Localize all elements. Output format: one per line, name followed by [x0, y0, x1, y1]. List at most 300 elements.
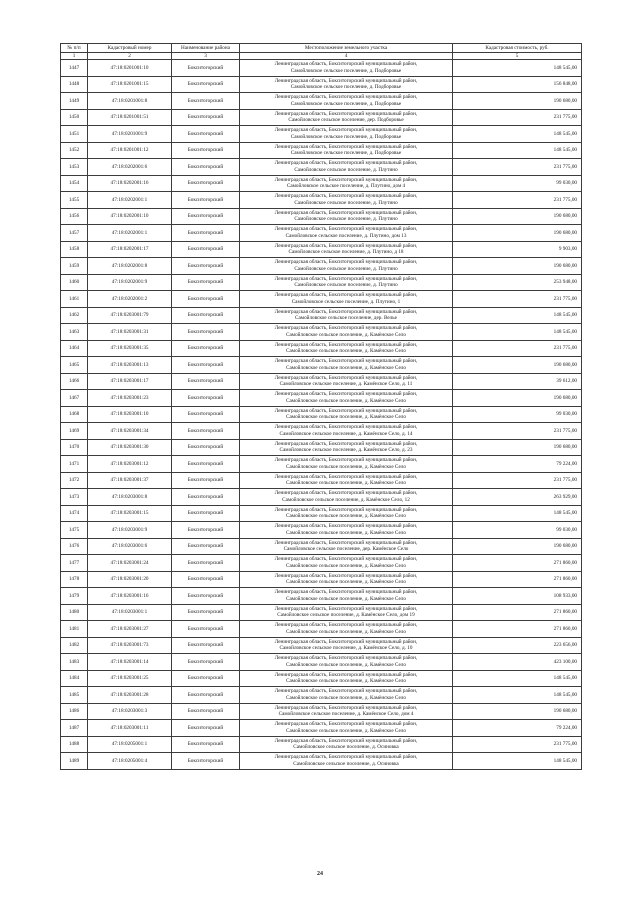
row-number: 1483 — [61, 654, 88, 671]
cadastral-value: 231 775,00 — [453, 192, 582, 209]
location-line-settlement: Самойловское сельское поселение, д. Камёнское Село, д. 14 — [279, 430, 413, 437]
district-name: Бокситогорский — [172, 753, 240, 770]
row-number: 1481 — [61, 621, 88, 638]
cadastral-number: 47:18:0203001:13 — [88, 357, 172, 374]
cadastral-number: 47:18:0203001:73 — [88, 637, 172, 654]
location-line-region: Ленинградская область, Бокситогорский муниципальный район, — [274, 671, 418, 678]
location-line-settlement: Самойловское сельское поселение, д. Камёнское Село, 12 — [282, 496, 410, 503]
location-line-region: Ленинградская область, Бокситогорский муниципальный район, — [274, 391, 418, 398]
location-line-settlement: Самойловское сельское поселение, д. Плутино, 1 — [291, 298, 401, 305]
location-line-settlement: Самойловское сельское поселение, д. Плутино, д 18 — [288, 249, 404, 256]
location-line-region: Ленинградская область, Бокситогорский муниципальный район, — [274, 655, 418, 662]
district-name: Бокситогорский — [172, 423, 240, 440]
location — [240, 555, 453, 572]
district-name: Бокситогорский — [172, 225, 240, 242]
location-line-settlement: Самойловское сельское поселение, д. Камёнское Село, дом 19 — [277, 612, 415, 619]
location-line-settlement: Самойловское сельское поселение, д. Камёнское Село, д. 23 — [279, 447, 413, 454]
table-row — [61, 703, 582, 720]
row-number: 1449 — [61, 93, 88, 110]
location-line-settlement: Самойловское сельское поселение, д. Камёнское Село — [286, 562, 406, 569]
row-number: 1466 — [61, 373, 88, 390]
cadastral-value: 190 680,00 — [453, 357, 582, 374]
district-name: Бокситогорский — [172, 571, 240, 588]
table-row — [61, 472, 582, 489]
table-row — [61, 291, 582, 308]
location-line-region: Ленинградская область, Бокситогорский муниципальный район, — [274, 308, 418, 315]
table-row — [61, 241, 582, 258]
district-name: Бокситогорский — [172, 703, 240, 720]
location-line-settlement: Самойловское сельское поселение, д. Подборовье — [290, 133, 402, 140]
district-name: Бокситогорский — [172, 93, 240, 110]
location — [240, 604, 453, 621]
cadastral-value: 148 545,00 — [453, 307, 582, 324]
table-row — [61, 126, 582, 143]
district-name: Бокситогорский — [172, 373, 240, 390]
location-line-region: Ленинградская область, Бокситогорский муниципальный район, — [274, 473, 418, 480]
location-line-settlement: Самойловское сельское поселение, д. Осиновка — [293, 744, 399, 751]
cadastral-value: 148 545,00 — [453, 126, 582, 143]
table-row — [61, 159, 582, 176]
district-name: Бокситогорский — [172, 538, 240, 555]
location — [240, 373, 453, 390]
cadastral-value: 263 929,00 — [453, 489, 582, 506]
table-row — [61, 687, 582, 704]
cadastral-value: 156 848,00 — [453, 76, 582, 93]
location — [240, 522, 453, 539]
district-name: Бокситогорский — [172, 439, 240, 456]
table-row — [61, 258, 582, 275]
district-name: Бокситогорский — [172, 654, 240, 671]
location-line-region: Ленинградская область, Бокситогорский муниципальный район, — [274, 622, 418, 629]
location-line-settlement: Самойловское сельское поселение, д. Камёнское Село — [286, 364, 406, 371]
cadastral-value: 253 948,00 — [453, 274, 582, 291]
location-line-settlement: Самойловское сельское поселение, д. Камёнское Село — [286, 628, 406, 635]
cadastral-number: 47:18:0201001:9 — [88, 126, 172, 143]
table-row — [61, 736, 582, 753]
location-line-settlement: Самойловское сельское поселение, д. Камёнское Село — [286, 727, 406, 734]
cadastral-value: 148 545,00 — [453, 324, 582, 341]
cadastral-number: 47:18:0203001:8 — [88, 489, 172, 506]
location-line-settlement: Самойловское сельское поселение, д. Камёнское Село — [286, 331, 406, 338]
row-number: 1464 — [61, 340, 88, 357]
cadastral-value: 148 545,00 — [453, 670, 582, 687]
row-number: 1475 — [61, 522, 88, 539]
cadastral-number: 47:18:0203001:20 — [88, 571, 172, 588]
cadastral-number: 47:18:0202001:1 — [88, 225, 172, 242]
row-number: 1447 — [61, 60, 88, 77]
row-number: 1473 — [61, 489, 88, 506]
row-number: 1461 — [61, 291, 88, 308]
location — [240, 357, 453, 374]
cadastral-number: 47:18:0202001:10 — [88, 208, 172, 225]
cadastral-number: 47:18:0203001:23 — [88, 390, 172, 407]
location-line-settlement: Самойловское сельское поселение, д. Камёнское Село, д. 10 — [279, 645, 413, 652]
table-row — [61, 208, 582, 225]
row-number: 1476 — [61, 538, 88, 555]
cadastral-number: 47:18:0203001:16 — [88, 588, 172, 605]
cadastral-number: 47:18:0202001:9 — [88, 274, 172, 291]
location-line-region: Ленинградская область, Бокситогорский муниципальный район, — [274, 77, 418, 84]
cadastral-value: 231 775,00 — [453, 736, 582, 753]
table-row — [61, 753, 582, 770]
row-number: 1459 — [61, 258, 88, 275]
cadastral-value: 148 545,00 — [453, 505, 582, 522]
cadastral-value: 190 680,00 — [453, 225, 582, 242]
row-number: 1471 — [61, 456, 88, 473]
row-number: 1487 — [61, 720, 88, 737]
table-row — [61, 109, 582, 126]
district-name: Бокситогорский — [172, 258, 240, 275]
table-row — [61, 456, 582, 473]
location-line-settlement: Самойловское сельское поселение, д. Подборовье — [290, 150, 402, 157]
location — [240, 621, 453, 638]
location-line-settlement: Самойловское сельское поселение, д. Камёнское Село — [286, 661, 406, 668]
table-row — [61, 604, 582, 621]
row-number: 1489 — [61, 753, 88, 770]
cadastral-value: 99 030,00 — [453, 406, 582, 423]
location-line-region: Ленинградская область, Бокситогорский муниципальный район, — [274, 94, 418, 101]
column-number: 2 — [88, 53, 172, 60]
cadastral-number: 47:18:0203001:14 — [88, 654, 172, 671]
location — [240, 670, 453, 687]
location — [240, 489, 453, 506]
cadastral-value: 190 680,00 — [453, 538, 582, 555]
row-number: 1458 — [61, 241, 88, 258]
table-row — [61, 76, 582, 93]
location-line-region: Ленинградская область, Бокситогорский муниципальный район, — [274, 292, 418, 299]
cadastral-value: 223 656,00 — [453, 637, 582, 654]
cadastral-value: 231 775,00 — [453, 423, 582, 440]
location — [240, 687, 453, 704]
district-name: Бокситогорский — [172, 588, 240, 605]
location — [240, 571, 453, 588]
district-name: Бокситогорский — [172, 456, 240, 473]
district-name: Бокситогорский — [172, 555, 240, 572]
district-name: Бокситогорский — [172, 208, 240, 225]
district-name: Бокситогорский — [172, 390, 240, 407]
district-name: Бокситогорский — [172, 76, 240, 93]
cadastral-number: 47:18:0202001:2 — [88, 291, 172, 308]
location-line-region: Ленинградская область, Бокситогорский муниципальный район, — [274, 193, 418, 200]
document-page — [60, 43, 581, 770]
location-line-settlement: Самойловское сельское поселение, д. Осиновка — [293, 760, 399, 767]
location-line-region: Ленинградская область, Бокситогорский муниципальный район, — [274, 143, 418, 150]
district-name: Бокситогорский — [172, 406, 240, 423]
page-number: 24 — [317, 871, 323, 877]
district-name: Бокситогорский — [172, 505, 240, 522]
location — [240, 423, 453, 440]
column-number: 1 — [61, 53, 88, 60]
location — [240, 736, 453, 753]
cadastral-value: 108 933,00 — [453, 588, 582, 605]
location-line-region: Ленинградская область, Бокситогорский муниципальный район, — [274, 457, 418, 464]
location — [240, 472, 453, 489]
location-line-region: Ленинградская область, Бокситогорский муниципальный район, — [274, 506, 418, 513]
header-location: Местоположение земельного участка — [240, 44, 453, 53]
district-name: Бокситогорский — [172, 159, 240, 176]
district-name: Бокситогорский — [172, 126, 240, 143]
row-number: 1469 — [61, 423, 88, 440]
column-number: 4 — [240, 53, 453, 60]
location-line-region: Ленинградская область, Бокситогорский муниципальный район, — [274, 539, 418, 546]
cadastral-number: 47:18:0203001:30 — [88, 439, 172, 456]
location-line-settlement: Самойловское сельское поселение, д. Камёнское Село — [286, 513, 406, 520]
location — [240, 439, 453, 456]
location — [240, 142, 453, 159]
location-line-region: Ленинградская область, Бокситогорский муниципальный район, — [274, 572, 418, 579]
table-row — [61, 555, 582, 572]
location-line-settlement: Самойловское сельское поселение, д. Камёнское Село — [286, 595, 406, 602]
cadastral-number: 47:18:0203001:37 — [88, 472, 172, 489]
district-name: Бокситогорский — [172, 274, 240, 291]
cadastral-number: 47:18:0203001:35 — [88, 340, 172, 357]
location-line-settlement: Самойловское сельское поселение, д. Плутино — [294, 282, 398, 289]
cadastral-table — [60, 43, 582, 770]
cadastral-number: 47:18:0202001:16 — [88, 175, 172, 192]
location — [240, 340, 453, 357]
location — [240, 291, 453, 308]
cadastral-number: 47:18:0202001:8 — [88, 258, 172, 275]
column-number: 5 — [453, 53, 582, 60]
cadastral-value: 99 030,00 — [453, 175, 582, 192]
district-name: Бокситогорский — [172, 736, 240, 753]
row-number: 1480 — [61, 604, 88, 621]
row-number: 1484 — [61, 670, 88, 687]
location-line-region: Ленинградская область, Бокситогорский муниципальный район, — [274, 589, 418, 596]
district-name: Бокситогорский — [172, 175, 240, 192]
cadastral-value: 190 680,00 — [453, 93, 582, 110]
district-name: Бокситогорский — [172, 670, 240, 687]
row-number: 1488 — [61, 736, 88, 753]
location — [240, 274, 453, 291]
location-line-region: Ленинградская область, Бокситогорский муниципальный район, — [274, 721, 418, 728]
row-number: 1474 — [61, 505, 88, 522]
row-number: 1463 — [61, 324, 88, 341]
location-line-region: Ленинградская область, Бокситогорский муниципальный район, — [274, 226, 418, 233]
location — [240, 324, 453, 341]
cadastral-number: 47:18:0203001:15 — [88, 505, 172, 522]
location-line-settlement: Самойловское сельское поселение, дер. Подборовье — [288, 117, 404, 124]
table-row — [61, 406, 582, 423]
location-line-region: Ленинградская область, Бокситогорский муниципальный район, — [274, 259, 418, 266]
header-num: № п/п — [61, 44, 88, 53]
location — [240, 126, 453, 143]
row-number: 1477 — [61, 555, 88, 572]
cadastral-number: 47:18:0203001:12 — [88, 456, 172, 473]
cadastral-number: 47:18:0203001:3 — [88, 703, 172, 720]
table-row — [61, 60, 582, 77]
table-row — [61, 489, 582, 506]
table-row — [61, 670, 582, 687]
row-number: 1482 — [61, 637, 88, 654]
table-row — [61, 390, 582, 407]
cadastral-number: 47:18:0201001:15 — [88, 76, 172, 93]
cadastral-number: 47:18:0201001:12 — [88, 142, 172, 159]
cadastral-number: 47:18:0202001:6 — [88, 159, 172, 176]
location-line-settlement: Самойловское сельское поселение, д. Камёнское Село — [286, 529, 406, 536]
location-line-settlement: Самойловское сельское поселение, д. Плутино — [294, 166, 398, 173]
location-line-region: Ленинградская область, Бокситогорский муниципальный район, — [274, 325, 418, 332]
location — [240, 225, 453, 242]
district-name: Бокситогорский — [172, 241, 240, 258]
location-line-region: Ленинградская область, Бокситогорский муниципальный район, — [274, 275, 418, 282]
cadastral-number: 47:18:0205001:4 — [88, 753, 172, 770]
row-number: 1454 — [61, 175, 88, 192]
location-line-settlement: Самойловское сельское поселение, д. Камёнское Село, д. 11 — [279, 381, 413, 388]
location — [240, 753, 453, 770]
row-number: 1452 — [61, 142, 88, 159]
location — [240, 637, 453, 654]
location-line-region: Ленинградская область, Бокситогорский муниципальный район, — [274, 176, 418, 183]
table-row — [61, 142, 582, 159]
cadastral-number: 47:18:0203001:1 — [88, 604, 172, 621]
row-number: 1448 — [61, 76, 88, 93]
cadastral-number: 47:18:0201001:51 — [88, 109, 172, 126]
cadastral-value: 190 680,00 — [453, 258, 582, 275]
table-row — [61, 324, 582, 341]
location — [240, 390, 453, 407]
cadastral-value: 423 100,00 — [453, 654, 582, 671]
location — [240, 93, 453, 110]
location — [240, 505, 453, 522]
table-row — [61, 720, 582, 737]
row-number: 1453 — [61, 159, 88, 176]
district-name: Бокситогорский — [172, 142, 240, 159]
row-number: 1460 — [61, 274, 88, 291]
district-name: Бокситогорский — [172, 687, 240, 704]
location-line-settlement: Самойловское сельское поселение, д. Камёнское Село — [286, 579, 406, 586]
cadastral-number: 47:18:0203001:9 — [88, 522, 172, 539]
table-row — [61, 637, 582, 654]
location-line-region: Ленинградская область, Бокситогорский муниципальный район, — [274, 407, 418, 414]
cadastral-value: 148 545,00 — [453, 60, 582, 77]
location-line-settlement: Самойловское сельское поселение, д. Плутино — [294, 199, 398, 206]
row-number: 1472 — [61, 472, 88, 489]
cadastral-number: 47:18:0201001:10 — [88, 60, 172, 77]
cadastral-value: 271 860,00 — [453, 604, 582, 621]
cadastral-number: 47:18:0201001:8 — [88, 93, 172, 110]
cadastral-value: 231 775,00 — [453, 109, 582, 126]
table-row — [61, 588, 582, 605]
cadastral-number: 47:18:0203001:10 — [88, 406, 172, 423]
location-line-region: Ленинградская область, Бокситогорский муниципальный район, — [274, 523, 418, 530]
table-row — [61, 175, 582, 192]
row-number: 1462 — [61, 307, 88, 324]
cadastral-value: 231 775,00 — [453, 291, 582, 308]
location-line-region: Ленинградская область, Бокситогорский муниципальный район, — [274, 374, 418, 381]
header-district: Наименование района — [172, 44, 240, 53]
location-line-region: Ленинградская область, Бокситогорский муниципальный район, — [274, 688, 418, 695]
location-line-settlement: Самойловское сельское поселение, д. Подборовье — [290, 67, 402, 74]
location — [240, 538, 453, 555]
cadastral-value: 231 775,00 — [453, 159, 582, 176]
row-number: 1467 — [61, 390, 88, 407]
row-number: 1478 — [61, 571, 88, 588]
location-line-settlement: Самойловское сельское поселение, д. Камёнское Село — [286, 463, 406, 470]
row-number: 1485 — [61, 687, 88, 704]
cadastral-number: 47:18:0203001:17 — [88, 373, 172, 390]
location-line-settlement: Самойловское сельское поселение, д. Камёнское Село — [286, 397, 406, 404]
row-number: 1451 — [61, 126, 88, 143]
location-line-settlement: Самойловское сельское поселение, д. Плутино — [294, 216, 398, 223]
location — [240, 109, 453, 126]
cadastral-number: 47:18:0203001:11 — [88, 720, 172, 737]
cadastral-number: 47:18:0203001:24 — [88, 555, 172, 572]
table-body — [61, 60, 582, 770]
location-line-settlement: Самойловское сельское поселение, д. Камёнское Село — [286, 348, 406, 355]
location — [240, 159, 453, 176]
cadastral-number: 47:18:0203001:28 — [88, 687, 172, 704]
table-header-row — [61, 44, 582, 53]
cadastral-value: 231 775,00 — [453, 340, 582, 357]
location — [240, 703, 453, 720]
cadastral-value: 148 545,00 — [453, 687, 582, 704]
cadastral-number: 47:18:0203001:34 — [88, 423, 172, 440]
location-line-region: Ленинградская область, Бокситогорский муниципальный район, — [274, 605, 418, 612]
row-number: 1450 — [61, 109, 88, 126]
cadastral-value: 9 903,00 — [453, 241, 582, 258]
row-number: 1455 — [61, 192, 88, 209]
cadastral-number: 47:18:0203001:79 — [88, 307, 172, 324]
location — [240, 175, 453, 192]
district-name: Бокситогорский — [172, 472, 240, 489]
location-line-settlement: Самойловское сельское поселение, д. Камёнское Село — [286, 694, 406, 701]
location-line-settlement: Самойловское сельское поселение, д. Подборовье — [290, 84, 402, 91]
location-line-region: Ленинградская область, Бокситогорский муниципальный район, — [274, 490, 418, 497]
district-name: Бокситогорский — [172, 522, 240, 539]
location-line-region: Ленинградская область, Бокситогорский муниципальный район, — [274, 358, 418, 365]
location-line-region: Ленинградская область, Бокситогорский муниципальный район, — [274, 704, 418, 711]
cadastral-value: 99 030,00 — [453, 522, 582, 539]
district-name: Бокситогорский — [172, 489, 240, 506]
row-number: 1470 — [61, 439, 88, 456]
table-row — [61, 373, 582, 390]
district-name: Бокситогорский — [172, 324, 240, 341]
cadastral-number: 47:18:0203001:27 — [88, 621, 172, 638]
location-line-region: Ленинградская область, Бокситогорский муниципальный район, — [274, 424, 418, 431]
location-line-settlement: Самойловское сельское поселение, д. Камёнское Село — [286, 480, 406, 487]
location — [240, 192, 453, 209]
column-number-row — [61, 53, 582, 60]
row-number: 1486 — [61, 703, 88, 720]
location — [240, 76, 453, 93]
district-name: Бокситогорский — [172, 357, 240, 374]
location-line-region: Ленинградская область, Бокситогорский муниципальный район, — [274, 209, 418, 216]
cadastral-number: 47:18:0203001:31 — [88, 324, 172, 341]
location — [240, 307, 453, 324]
table-row — [61, 571, 582, 588]
location — [240, 241, 453, 258]
cadastral-value: 271 860,00 — [453, 571, 582, 588]
table-row — [61, 225, 582, 242]
cadastral-number: 47:18:0203001:6 — [88, 538, 172, 555]
district-name: Бокситогорский — [172, 192, 240, 209]
table-row — [61, 654, 582, 671]
district-name: Бокситогорский — [172, 340, 240, 357]
district-name: Бокситогорский — [172, 637, 240, 654]
cadastral-number: 47:18:0205001:1 — [88, 736, 172, 753]
district-name: Бокситогорский — [172, 720, 240, 737]
table-row — [61, 522, 582, 539]
location-line-region: Ленинградская область, Бокситогорский муниципальный район, — [274, 110, 418, 117]
row-number: 1479 — [61, 588, 88, 605]
table-row — [61, 340, 582, 357]
cadastral-value: 79 224,00 — [453, 720, 582, 737]
location — [240, 588, 453, 605]
table-row — [61, 357, 582, 374]
location — [240, 60, 453, 77]
location-line-region: Ленинградская область, Бокситогорский муниципальный район, — [274, 556, 418, 563]
